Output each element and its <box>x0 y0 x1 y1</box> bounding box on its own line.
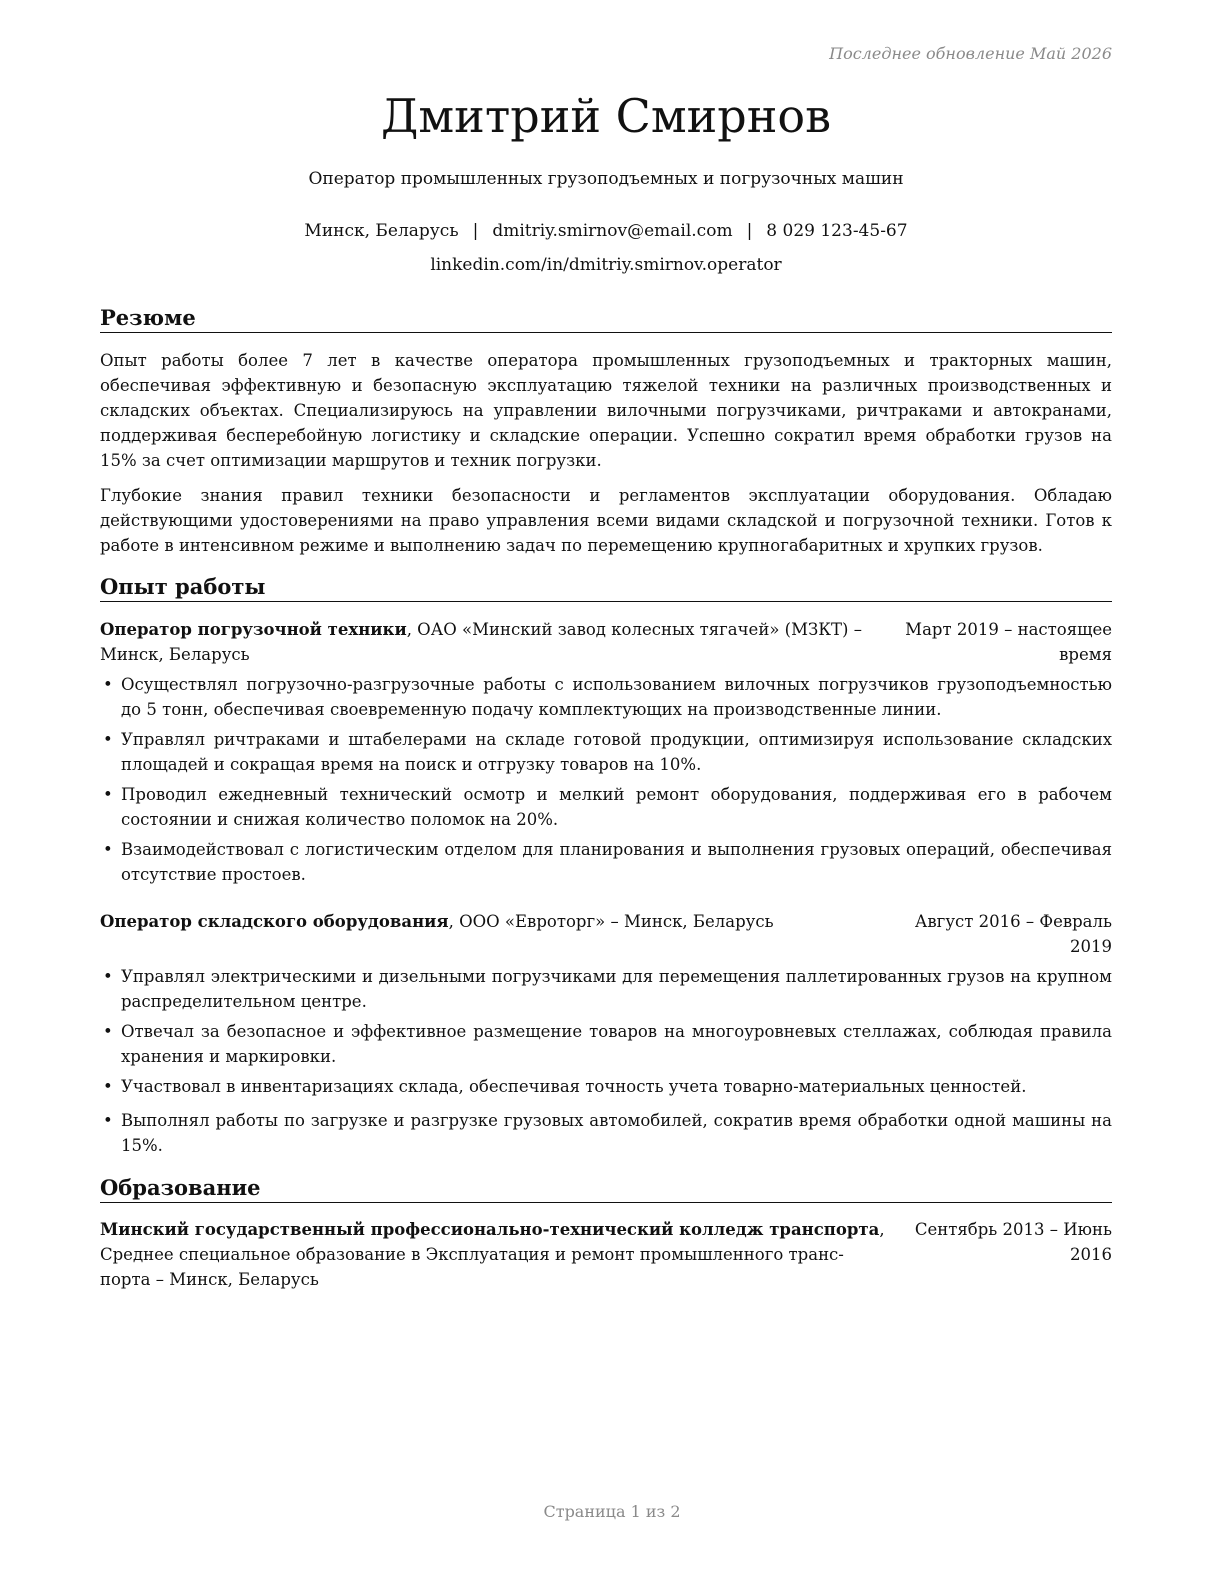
last-updated: Последнее обновление Май 2026 <box>829 44 1112 63</box>
summary-paragraph: Опыт работы более 7 лет в качестве оператора промышленных грузоподъемных и тракторных машин, обеспечивая эффективную и безопасную эксплуатацию тяжелой техники на различных производственных и складских объектах. Специализируюсь на управлении вилочными погрузчиками, ричтраками и автокранами, поддерживая бесперебойную логистику и складские операции. Успешно сократил время обработки грузов на 15% за счет оптимизации маршрутов и техник погрузки. <box>100 351 1112 470</box>
bullet-icon: • <box>103 730 113 749</box>
candidate-headline: Оператор промышленных грузоподъемных и погрузочных машин <box>308 169 904 189</box>
bullet-icon: • <box>103 1111 113 1130</box>
bullet-icon: • <box>103 840 113 859</box>
bullet-text: Осуществлял погрузочно-разгрузочные работы с использованием вилочных погрузчиков грузоподъемностью до 5 тонн, обеспечивая своевременную подачу комплектующих на производственные линии. <box>121 675 1112 719</box>
job-title: Оператор погрузочной техники <box>100 620 407 639</box>
education-degree-continued: порта – Минск, Беларусь <box>100 1270 319 1289</box>
job-title-line <box>100 617 862 642</box>
job-location: Минск, Беларусь <box>100 645 250 664</box>
bullet-text: Выполнял работы по загрузке и разгрузке грузовых автомобилей, сократив время обработки одной машины на 15%. <box>121 1111 1112 1155</box>
bullet-text: Управлял ричтраками и штабелерами на складе готовой продукции, оптимизируя использование складских площадей и сокращая время на поиск и отгрузку товаров на 10%. <box>121 730 1112 774</box>
job-dates: Август 2016 – Февраль <box>914 912 1112 931</box>
list-item <box>100 964 1112 1014</box>
linkedin-link[interactable]: linkedin.com/in/dmitriy.smirnov.operator <box>430 255 782 275</box>
job-title: Оператор складского оборудования <box>100 912 449 931</box>
page-number: Страница 1 из 2 <box>543 1502 681 1521</box>
job-header <box>100 617 1112 667</box>
bullet-icon: • <box>103 785 113 804</box>
list-item <box>100 1108 1112 1158</box>
job-dates-continued: время <box>1059 645 1112 664</box>
list-item <box>100 727 1112 777</box>
bullet-icon: • <box>103 675 113 694</box>
education-entry <box>100 1217 1112 1292</box>
job-title-line <box>100 909 774 934</box>
contact-phone: 8 029 123-45-67 <box>766 221 908 241</box>
job-dates: Март 2019 – настоящее <box>905 620 1112 639</box>
bullet-text: Участвовал в инвентаризациях склада, обеспечивая точность учета товарно-материальных ценностей. <box>121 1077 1027 1096</box>
job-dates-continued: 2019 <box>1070 937 1112 956</box>
candidate-name: Дмитрий Смирнов <box>380 89 831 143</box>
bullet-text: Управлял электрическими и дизельными погрузчиками для перемещения паллетированных грузов на крупном распределительном центре. <box>121 967 1112 1011</box>
contact-separator: | <box>472 221 479 241</box>
bullet-icon: • <box>103 1077 113 1096</box>
education-comma: , <box>879 1220 885 1239</box>
bullet-text: Взаимодействовал с логистическим отделом для планирования и выполнения грузовых операций, обеспечивая отсутствие простоев. <box>121 840 1112 884</box>
summary-paragraph: Глубокие знания правил техники безопасности и регламентов эксплуатации оборудования. Обладаю действующими удостоверениями на право управления всеми видами складской и погрузочной техники. Готов к работе в интенсивном режиме и выполнению задач по перемещению крупногабаритных и хрупких грузов. <box>100 486 1112 555</box>
section-heading-experience: Опыт работы <box>100 573 1112 602</box>
list-item <box>100 672 1112 722</box>
section-heading-summary: Резюме <box>100 304 1112 333</box>
contact-location: Минск, Беларусь <box>304 221 459 241</box>
bullet-text: Проводил ежедневный технический осмотр и мелкий ремонт оборудования, поддерживая его в рабочем состоянии и снижая количество поломок на 20%. <box>121 785 1112 829</box>
education-dates: Сентябрь 2013 – Июнь <box>914 1220 1112 1239</box>
job-bullets <box>100 964 1112 1163</box>
job-employer: , ОАО «Минский завод колесных тягачей» (МЗКТ) – <box>406 620 862 639</box>
bullet-icon: • <box>103 1022 113 1041</box>
contact-separator: | <box>746 221 753 241</box>
education-dates-continued: 2016 <box>1070 1245 1112 1264</box>
bullet-icon: • <box>103 967 113 986</box>
job-bullets <box>100 672 1112 892</box>
list-item <box>100 782 1112 832</box>
bullet-text: Отвечал за безопасное и эффективное размещение товаров на многоуровневых стеллажах, соблюдая правила хранения и маркировки. <box>121 1022 1112 1066</box>
education-institution: Минский государственный профессионально-технический колледж транспорта <box>100 1220 880 1239</box>
list-item <box>100 1074 1112 1099</box>
list-item <box>100 1019 1112 1069</box>
job-header <box>100 909 1112 959</box>
education-degree: Среднее специальное образование в Эксплуатация и ремонт промышленного транс- <box>100 1245 844 1264</box>
contact-email[interactable]: dmitriy.smirnov@email.com <box>492 221 733 241</box>
job-employer: , ООО «Евроторг» – Минск, Беларусь <box>448 912 774 931</box>
list-item <box>100 837 1112 887</box>
contact-line <box>100 218 1112 244</box>
education-title-line <box>100 1217 885 1242</box>
section-heading-education: Образование <box>100 1174 1112 1203</box>
